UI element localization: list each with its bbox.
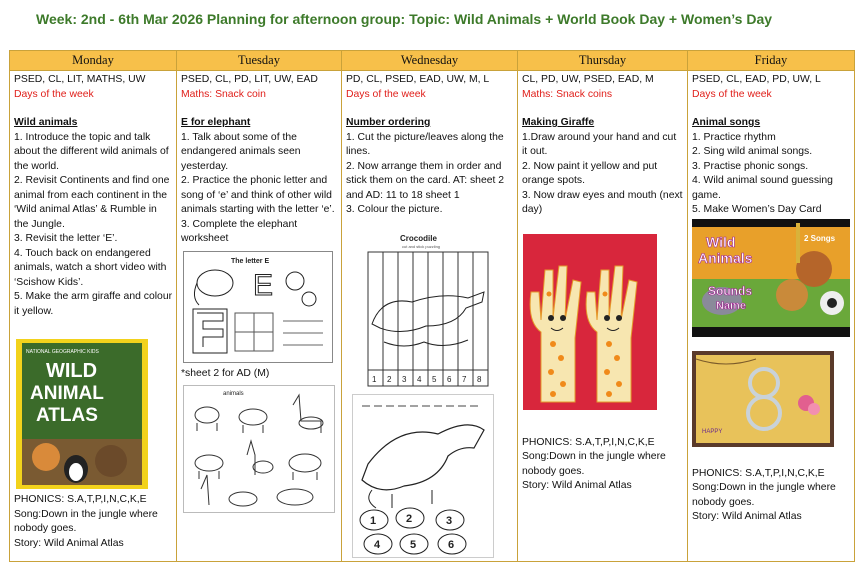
iguana-leaf-sheet — [352, 394, 494, 558]
phonics: PHONICS: S.A,T,P,I,N,C,K,E — [692, 467, 825, 479]
video-title-3: Sounds — [708, 283, 752, 298]
step-3: 3. Revisit the letter ‘E’. — [14, 233, 118, 244]
leaf-number: 5 — [410, 538, 417, 551]
wild-animal-atlas-book — [16, 339, 148, 489]
puzzle-title: Crocodile — [400, 233, 437, 243]
maths-focus: Maths: Snack coin — [181, 88, 266, 100]
book-title-2: ANIMAL — [30, 383, 104, 404]
leaf-number: 3 — [446, 514, 453, 527]
maths-focus: Maths: Snack coins — [522, 88, 613, 100]
book-title-3: ATLAS — [36, 405, 98, 426]
step-3: 3. Complete the elephant worksheet — [181, 218, 298, 244]
strip-number: 7 — [462, 374, 467, 384]
day-header-friday: Friday — [688, 51, 855, 71]
video-title-2: Animals — [698, 249, 753, 266]
story: Story: Wild Animal Atlas — [14, 537, 124, 549]
maths-focus: Days of the week — [346, 88, 426, 100]
card-text: HAPPY — [702, 428, 723, 435]
area-codes: PD, CL, PSED, EAD, UW, M, L — [346, 74, 490, 85]
puzzle-subtitle: cut and stick puzzling — [402, 243, 441, 249]
svg-text:E: E — [253, 268, 274, 302]
day-header-monday: Monday — [10, 51, 177, 71]
strip-number: 3 — [402, 374, 407, 384]
step-2: 2. Practice the phonic letter and song of ‘e’ and think of other wild animals starting with the letter ‘e’. — [181, 175, 335, 215]
step-5: 5. Make Women’s Day Card — [692, 204, 822, 215]
monday-cell — [10, 71, 177, 562]
crocodile-puzzle — [364, 232, 492, 390]
weekly-plan-table — [9, 50, 855, 562]
leaf-number: 2 — [406, 512, 413, 525]
day-header-thursday: Thursday — [518, 51, 688, 71]
page-title: Week: 2nd - 6th Mar 2026 Planning for afternoon group: Topic: Wild Animals + World Book Day + Women’s Day — [36, 11, 773, 27]
sheet-note: *sheet 2 for AD (M) — [181, 367, 270, 379]
hand-giraffe-craft — [523, 234, 657, 410]
area-codes: PSED, CL, LIT, MATHS, UW — [14, 74, 146, 85]
song: Song:Down in the jungle where nobody goes. — [692, 482, 836, 508]
strip-number: 2 — [387, 374, 392, 384]
song: Song:Down in the jungle where nobody goes. — [522, 451, 666, 477]
activity-heading: Wild animals — [14, 117, 78, 128]
tuesday-cell — [177, 71, 342, 562]
step-1: 1. Introduce the topic and talk about the different wild animals of the world. — [14, 131, 169, 172]
wednesday-cell — [342, 71, 518, 562]
phonics: PHONICS: S.A,T,P,I,N,C,K,E — [522, 436, 655, 448]
song: Song:Down in the jungle where nobody goes. — [14, 508, 158, 534]
activity-heading: Making Giraffe — [522, 117, 595, 128]
video-title-1: Wild — [706, 233, 736, 250]
step-4: 4. Touch back on endangered animals, watch a short video with ‘Scishow Kids’. — [14, 247, 167, 288]
step-1: 1. Talk about some of the endangered animals seen yesterday. — [181, 131, 301, 172]
step-3: 3. Now draw eyes and mouth (next day) — [522, 189, 683, 215]
strip-number: 4 — [417, 374, 422, 384]
plan-row — [10, 71, 855, 562]
step-2: 2. Now arrange them in order and stick them on the card. AT: sheet 2 and AD: 11 to 18 sheet 1 — [346, 160, 505, 201]
step-2: 2. Revisit Continents and find one animal from each continent in the ‘Wild animal Atlas’ & Rumble in the Jungle. — [14, 175, 170, 230]
friday-cell — [688, 71, 855, 562]
activity-heading: Animal songs — [692, 117, 761, 128]
activity-heading: Number ordering — [346, 117, 431, 128]
activity-heading: E for elephant — [181, 117, 251, 128]
elephant-worksheet — [183, 251, 333, 363]
step-3: 3. Colour the picture. — [346, 204, 443, 215]
leaf-number: 4 — [374, 538, 381, 551]
step-3: 3. Practise phonic songs. — [692, 160, 809, 172]
area-codes: PSED, CL, EAD, PD, UW, L — [692, 74, 821, 85]
day-header-tuesday: Tuesday — [177, 51, 342, 71]
step-2: 2. Sing wild animal songs. — [692, 146, 813, 157]
step-1: 1. Practice rhythm — [692, 131, 776, 143]
thursday-cell — [518, 71, 688, 562]
video-title-4: Name — [716, 299, 746, 312]
womens-day-card — [692, 351, 834, 447]
book-publisher: NATIONAL GEOGRAPHIC KIDS — [26, 349, 99, 355]
leaf-number: 1 — [370, 514, 377, 527]
maths-focus: Days of the week — [692, 88, 772, 100]
area-codes: PSED, CL, PD, LIT, UW, EAD — [181, 74, 318, 85]
story: Story: Wild Animal Atlas — [522, 480, 632, 491]
step-1: 1. Cut the picture/leaves along the lines. — [346, 131, 504, 157]
area-codes: CL, PD, UW, PSED, EAD, M — [522, 74, 654, 85]
step-4: 4. Wild animal sound guessing game. — [692, 175, 833, 201]
step-2: 2. Now paint it yellow and put orange spots. — [522, 160, 658, 186]
video-tag: 2 Songs — [804, 233, 836, 243]
strip-number: 6 — [447, 374, 452, 384]
strip-number: 5 — [432, 374, 437, 384]
phonics: PHONICS: S.A,T,P,I,N,C,K,E — [14, 494, 147, 505]
wild-animal-sounds-video — [692, 219, 850, 337]
step-1: 1.Draw around your hand and cut it out. — [522, 131, 677, 157]
step-5: 5. Make the arm giraffe and colour it yellow. — [14, 291, 173, 317]
worksheet-title: The letter E — [231, 257, 270, 265]
maths-focus: Days of the week — [14, 88, 94, 100]
day-header-wednesday: Wednesday — [342, 51, 518, 71]
sheet2-title: animals — [223, 391, 244, 397]
leaf-number: 6 — [448, 538, 455, 551]
strip-number: 8 — [477, 374, 482, 384]
strip-number: 1 — [372, 374, 377, 384]
story: Story: Wild Animal Atlas — [692, 511, 802, 522]
book-title-1: WILD — [46, 360, 98, 382]
header-row — [10, 51, 855, 71]
animals-sheet-2 — [183, 385, 335, 513]
